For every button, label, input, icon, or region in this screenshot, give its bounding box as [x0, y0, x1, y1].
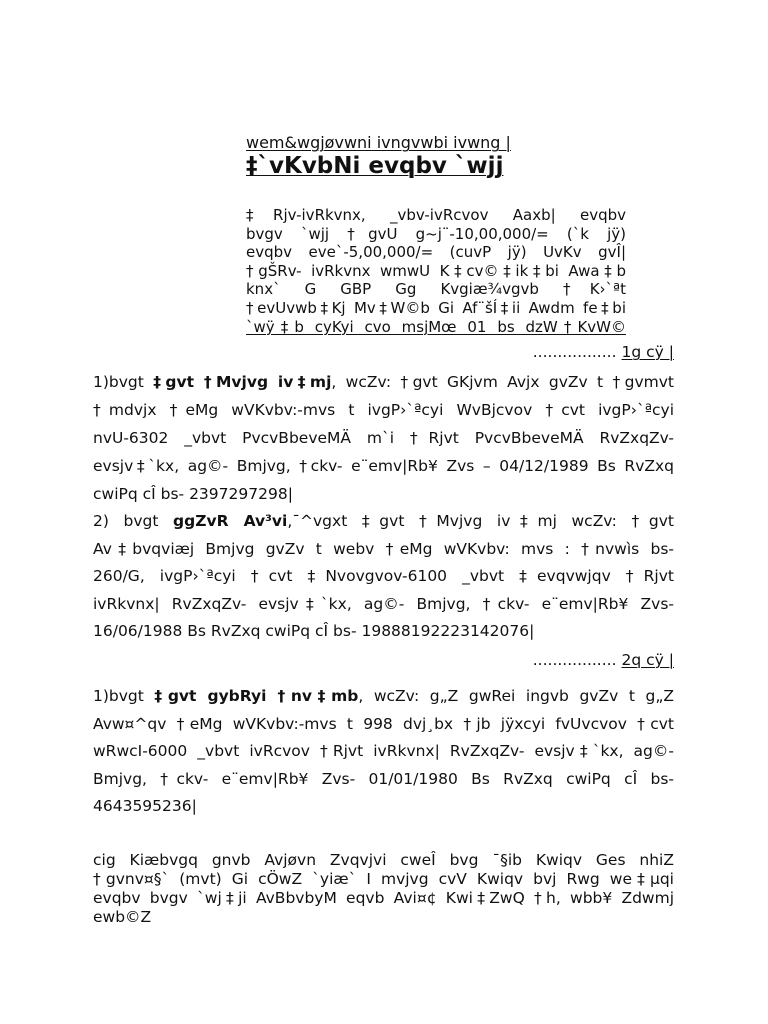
deed-summary: [246, 206, 626, 336]
person-3-line-1: [93, 683, 674, 711]
leader-dots: .................: [532, 651, 617, 669]
person-3-line-5: 4643595236|: [93, 797, 197, 815]
second-party-person-1: [93, 683, 674, 821]
person-2-name: ggZvR Av³vi: [173, 512, 288, 530]
person-2-line-1-text: ,¯^vgxt ‡gvt †Mvjvg iv‡mj wcZv: †gvt: [287, 512, 674, 530]
document-title: ‡`vKvbNi evqbv `wjj: [246, 153, 504, 179]
closing-paragraph: [93, 851, 674, 927]
person-3-line-3: wRwcI-6000 _vbvt ivRcvov †Rjvt ivRkvnx| RvZxqZv- evsjv‡`kx, ag©-: [93, 742, 674, 760]
person-2-line-4: ivRkvnx| RvZxqZv- evsjv‡`kx, ag©- Bmjvg, †ckv- e¨emv|Rb¥ Zvs-: [93, 594, 674, 613]
person-2-line-1: [93, 508, 674, 536]
closing-line-2: †gvnv¤§` (mvt) Gi cÖwZ `yiæ` I mvjvg cvV Kwiqv bvj Rwg we‡µqi: [93, 870, 674, 888]
summary-line-2: bvgv `wjj †gvU g~j¨-10,00,000/= (`k jÿ): [246, 224, 626, 243]
person-2-line-2: Av‡bvqviæj Bmjvg gvZv t webv †eMg wVKvbv: mvs : †nvwìs bs-: [93, 539, 674, 558]
summary-line-3: evqbv eve`-5,00,000/= (cuvP jÿ) UvKv gvÎ|: [246, 243, 626, 262]
closing-line-3: evqbv bvgv `wj‡ji AvBbvbyM eqvb Avi¤¢ Kwi‡ZwQ †h, wbb¥ Zdwmj: [93, 889, 674, 907]
person-2-prefix: 2) bvgt: [93, 512, 174, 530]
second-party-label: 2q cÿ |: [621, 651, 674, 669]
summary-line-7: `wÿ‡b cyKyi cvo msjMœ 01 bs dzW†KvW©: [246, 317, 626, 336]
person-3-prefix: 1)bvgt: [93, 687, 155, 705]
first-party-person-1: [93, 368, 674, 508]
document-invocation-line: wem&wgjøvwni ivngvwbi ivwng |: [246, 133, 511, 152]
summary-line-6: †evUvwb‡Kj Mv‡W©b Gi Af¨šÍ‡ii Awdm fe‡bi: [246, 298, 626, 317]
summary-line-5: knx` G GBP Gg Kvgiæ¾vgvb †K›`ªt: [246, 280, 626, 299]
summary-line-1: ‡Rjv-ivRkvnx, _vbv-ivRcvov Aaxb| evqbv: [246, 206, 626, 224]
person-3-line-1-text: , wcZv: g„Z gwRei ingvb gvZv t g„Z: [358, 687, 674, 705]
person-1-line-5: cwiPq cÎ bs- 2397297298|: [93, 485, 293, 503]
person-1-line-1-text: , wcZv: †gvt GKjvm Avjx gvZv t †gvmvt: [331, 373, 675, 391]
closing-line-1: cig Kiæbvgq gnvb Avjøvn Zvqvjvi cweÎ bvg ¯§ib Kwiqv Ges nhiZ: [93, 851, 674, 869]
person-1-name: ‡gvt †Mvjvg iv‡mj: [153, 373, 332, 391]
first-party-person-2: [93, 508, 674, 646]
person-1-line-4: evsjv‡`kx, ag©- Bmjvg, †ckv- e¨emv|Rb¥ Zvs – 04/12/1989 Bs RvZxq: [93, 457, 674, 475]
person-1-line-3: nvU-6302 _vbvt PvcvBbeveMÄ m`i †Rjvt PvcvBbeveMÄ RvZxqZv-: [93, 429, 674, 447]
person-2-line-3: 260/G, ivgP›`ªcyi †cvt ‡Nvovgvov-6100 _vbvt ‡evqvwjqv †Rjvt: [93, 567, 674, 585]
person-1-line-2: †mdvjx †eMg wVKvbv:-mvs t ivgP›`ªcyi WvBjcvov †cvt ivgP›`ªcyi: [93, 401, 674, 419]
second-party-marker: [93, 650, 674, 670]
person-3-line-2: Avw¤^qv †eMg wVKvbv:-mvs t 998 dvj¸bx †jb jÿxcyi fvUvcvov †cvt: [93, 714, 674, 733]
closing-line-4: ewb©Z: [93, 908, 152, 926]
person-2-line-5: 16/06/1988 Bs RvZxq cwiPq cÎ bs- 19888192223142076|: [93, 622, 535, 640]
first-party-label: 1g cÿ |: [621, 343, 674, 361]
person-1-line-1: [93, 368, 674, 396]
person-3-line-4: Bmjvg, †ckv- e¨emv|Rb¥ Zvs- 01/01/1980 Bs RvZxq cwiPq cÎ bs-: [93, 769, 674, 788]
first-party-marker: [93, 342, 674, 362]
summary-line-4: †gŠRv- ivRkvnx wmwU K‡cv©‡ik‡bi Awa‡b: [246, 261, 626, 280]
person-3-name: ‡gvt gybRyi †nv‡mb: [154, 687, 359, 705]
person-1-prefix: 1)bvgt: [93, 373, 154, 391]
leader-dots: .................: [532, 343, 617, 361]
